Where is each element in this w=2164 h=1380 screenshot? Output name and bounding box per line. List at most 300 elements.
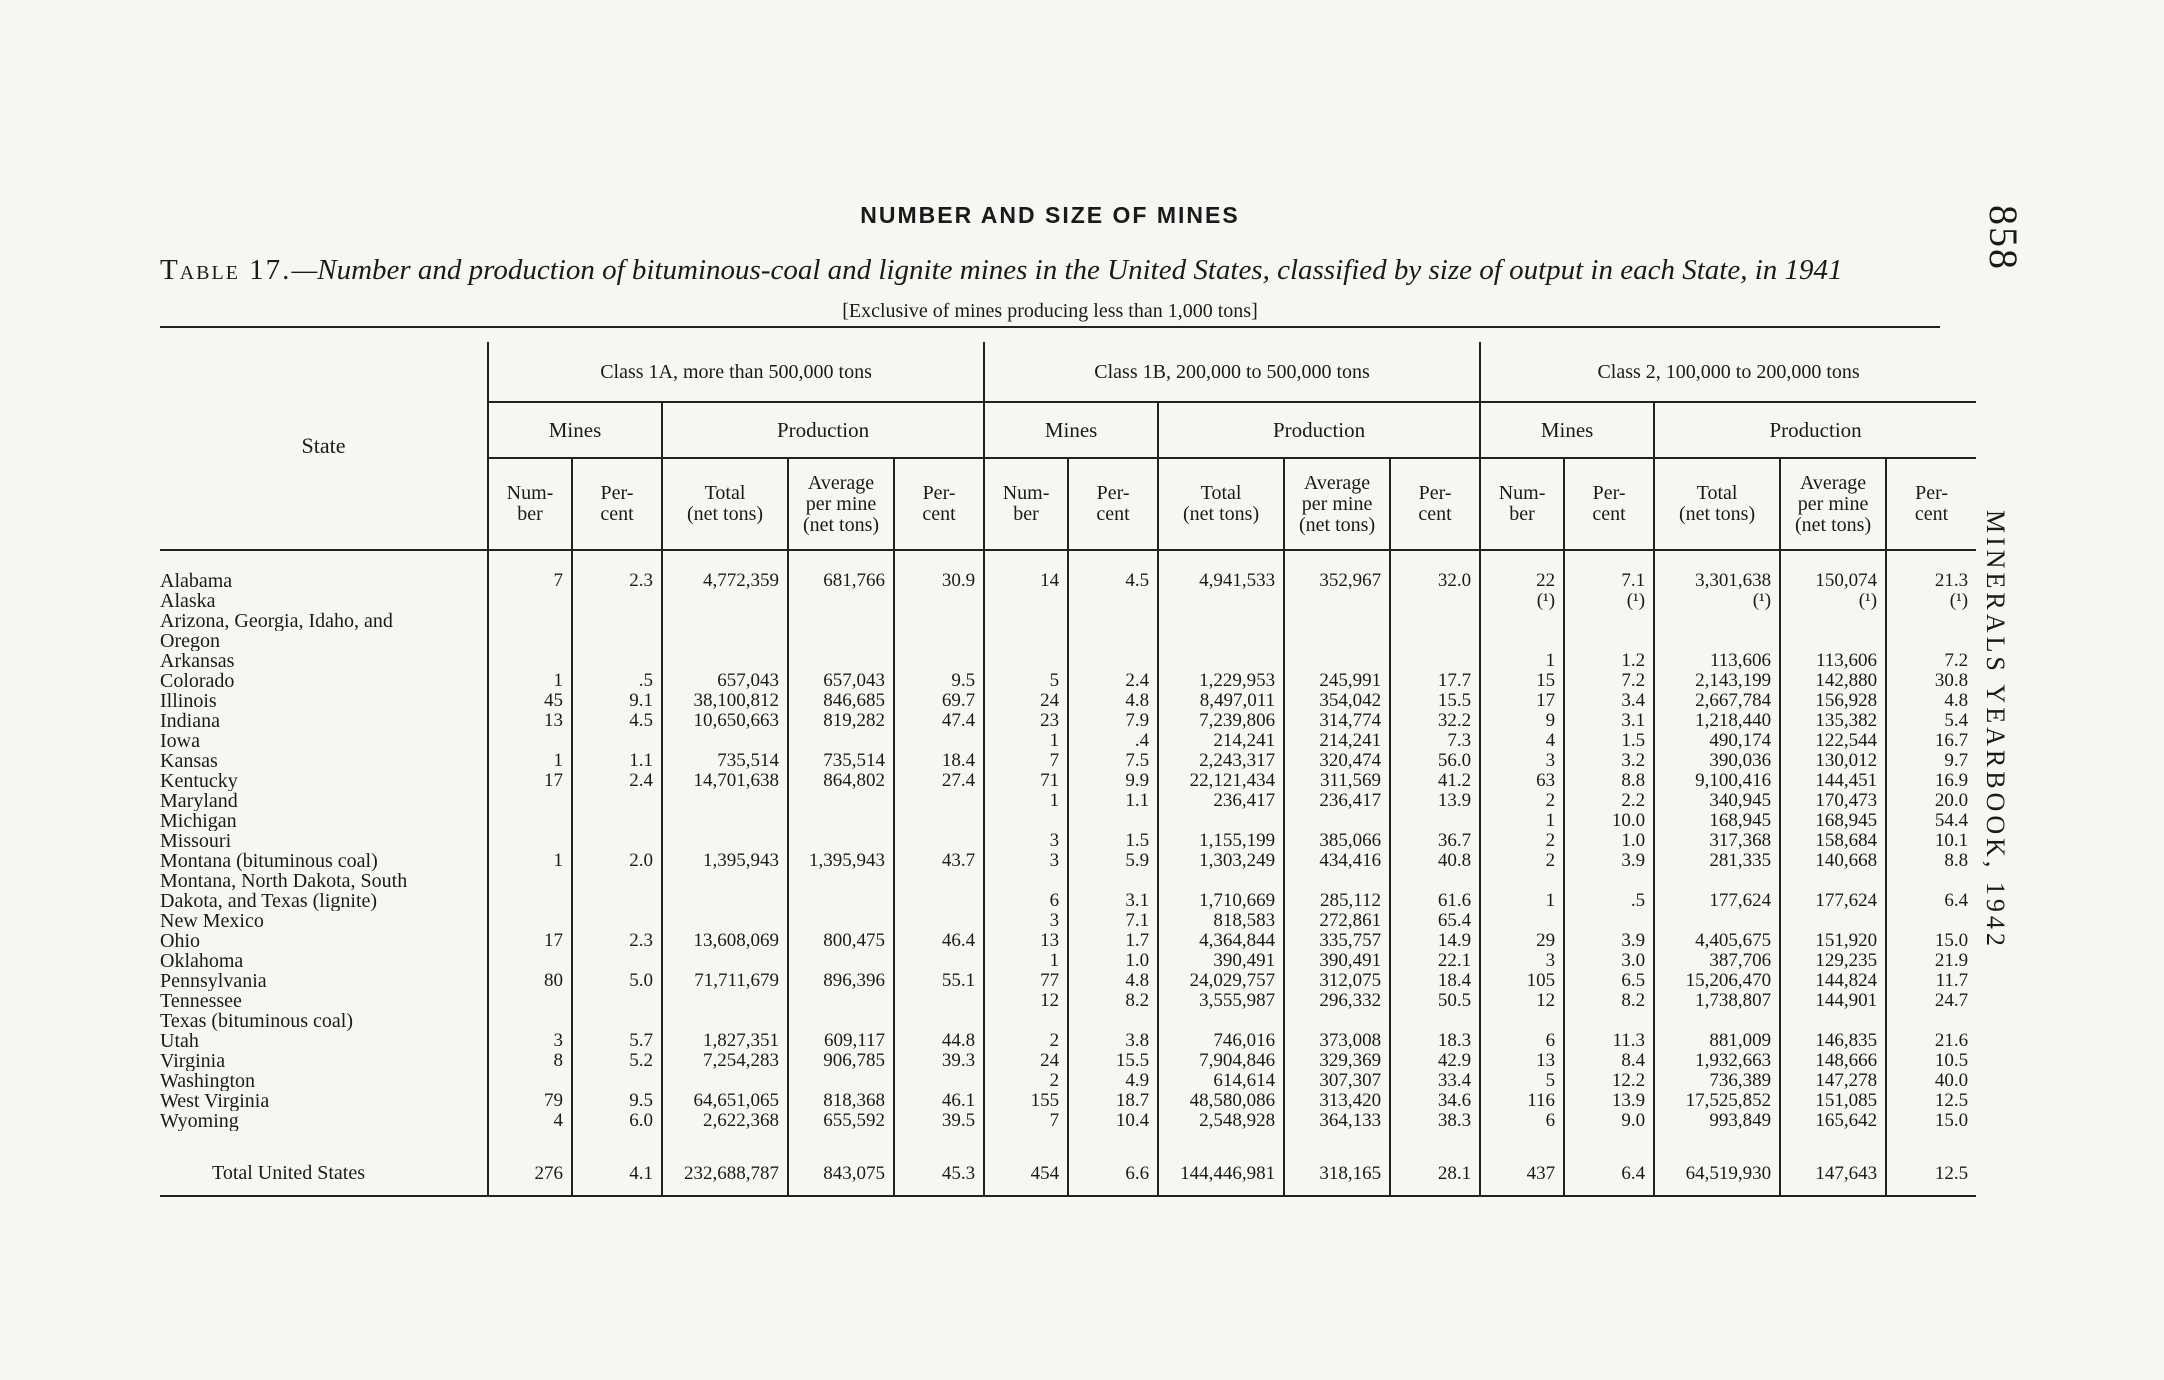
state-label: Pennsylvania — [160, 971, 267, 991]
total-cell: 12.5 — [1886, 1151, 1976, 1196]
table-cell: 21.9 — [1934, 951, 1969, 971]
table-cell: 170,473 — [1815, 791, 1878, 811]
table-cell: 56.0 — [1437, 751, 1472, 771]
table-cell — [1481, 1011, 1563, 1031]
table-cell: 8.2 — [1125, 991, 1150, 1011]
table-cell: 147,278 — [1815, 1071, 1878, 1091]
table-cell: 17 — [1536, 691, 1556, 711]
table-cell: 746,016 — [1213, 1031, 1276, 1051]
table-cell — [789, 951, 893, 971]
table-cell — [895, 891, 983, 911]
table-cell: 352,967 — [1319, 571, 1382, 591]
table-cell — [1655, 631, 1779, 651]
percent-header: Per- cent — [1068, 458, 1158, 550]
table-cell: 21.6 — [1934, 1031, 1969, 1051]
table-cell — [1655, 911, 1779, 931]
table-cell: 36.7 — [1437, 831, 1472, 851]
state-label: West Virginia — [160, 1091, 270, 1111]
table-cell: 151,920 — [1815, 931, 1878, 951]
table-cell: 614,614 — [1213, 1071, 1276, 1091]
group-header-class-1a: Class 1A, more than 500,000 tons — [488, 342, 984, 402]
table-cell — [573, 1071, 661, 1091]
table-cell: 17 — [544, 931, 563, 951]
table-cell: 314,774 — [1319, 711, 1382, 731]
table-cell — [985, 631, 1067, 651]
table-cell: 1,303,249 — [1199, 851, 1276, 871]
table-cell: 16.9 — [1934, 771, 1969, 791]
table-cell — [1781, 911, 1885, 931]
table-cell: 735,514 — [823, 751, 885, 771]
table-cell: 22,121,434 — [1189, 771, 1276, 791]
table-cell: 129,235 — [1815, 951, 1878, 971]
table-cell — [663, 651, 787, 671]
table-cell: 4,941,533 — [1199, 571, 1276, 591]
table-cell — [1565, 1011, 1653, 1031]
table-cell — [663, 911, 787, 931]
table-cell: 55.1 — [941, 971, 976, 991]
table-cell: .4 — [1134, 731, 1150, 751]
table-cell: 7.3 — [1447, 731, 1472, 751]
table-cell — [1655, 871, 1779, 891]
table-cell: 14,701,638 — [693, 771, 779, 791]
table-cell: 311,569 — [1320, 771, 1382, 791]
table-cell: 39.5 — [941, 1111, 976, 1131]
table-cell: 15 — [1536, 671, 1556, 691]
table-cell — [573, 871, 661, 891]
table-cell: 22 — [1536, 571, 1556, 591]
table-cell: 317,368 — [1709, 831, 1772, 851]
table-cell — [573, 831, 661, 851]
table-cell — [1285, 871, 1389, 891]
table-cell: 24.7 — [1934, 991, 1969, 1011]
table-cell: .5 — [638, 671, 653, 691]
table-cell: 655,592 — [823, 1111, 885, 1131]
class-1a-average-column — [788, 571, 894, 1131]
table-cell: 657,043 — [823, 671, 885, 691]
table-cell — [663, 951, 787, 971]
table-cell: 1 — [553, 751, 563, 771]
table-cell — [1481, 631, 1563, 651]
table-cell: 9.0 — [1621, 1111, 1646, 1131]
table-cell: 144,451 — [1815, 771, 1878, 791]
class-2-percent-column — [1564, 571, 1654, 1131]
table-cell: (¹) — [1858, 591, 1878, 611]
table-cell: 7 — [1049, 751, 1060, 771]
table-cell — [895, 871, 983, 891]
table-note: [Exclusive of mines producing less than 1,000 tons] — [842, 300, 1258, 322]
state-label: Arkansas — [160, 651, 235, 671]
production-subheader: Production — [662, 402, 984, 458]
table-cell — [573, 891, 661, 911]
table-cell: 846,685 — [823, 691, 885, 711]
table-cell: 6 — [1049, 891, 1060, 911]
table-cell — [1887, 911, 1976, 931]
table-cell — [573, 631, 661, 651]
table-cell: 1.0 — [1621, 831, 1646, 851]
table-cell: 146,835 — [1815, 1031, 1878, 1051]
table-cell: 10.0 — [1611, 811, 1646, 831]
table-cell: 3.1 — [1125, 891, 1150, 911]
table-cell: 4 — [553, 1111, 563, 1131]
table-cell: 4,772,359 — [703, 571, 779, 591]
table-cell — [489, 951, 571, 971]
state-label: Ohio — [160, 931, 200, 951]
table-cell: 390,491 — [1213, 951, 1276, 971]
table-cell — [489, 991, 571, 1011]
table-body — [160, 550, 1976, 1196]
table-cell — [489, 1071, 571, 1091]
mines-subheader: Mines — [1480, 402, 1654, 458]
state-label: Kentucky — [160, 771, 238, 791]
total-cell: 843,075 — [788, 1151, 894, 1196]
table-cell: 22.1 — [1437, 951, 1472, 971]
page-number: 858 — [1981, 205, 2026, 271]
table-cell — [663, 831, 787, 851]
table-cell — [1159, 811, 1283, 831]
table-cell — [573, 791, 661, 811]
table-cell: 156,928 — [1815, 691, 1878, 711]
table-cell: 42.9 — [1437, 1051, 1472, 1071]
table-cell — [789, 811, 893, 831]
state-label: Missouri — [160, 831, 232, 851]
table-cell: 18.4 — [1437, 971, 1472, 991]
table-cell: 10.5 — [1934, 1051, 1969, 1071]
table-cell — [1285, 591, 1389, 611]
table-cell: 2.4 — [629, 771, 653, 791]
table-cell: 46.1 — [941, 1091, 976, 1111]
state-label: Tennessee — [160, 991, 242, 1011]
table-cell: 80 — [544, 971, 563, 991]
table-cell: 320,474 — [1319, 751, 1382, 771]
table-cell: 3.0 — [1621, 951, 1646, 971]
table-cell — [1391, 591, 1479, 611]
average-header: Average per mine (net tons) — [788, 458, 894, 550]
table-cell: 38,100,812 — [693, 691, 779, 711]
table-cell: 7.2 — [1621, 671, 1646, 691]
table-cell: 71,711,679 — [694, 971, 779, 991]
table-cell: 17 — [544, 771, 563, 791]
table-cell: 490,174 — [1709, 731, 1772, 751]
mines-subheader: Mines — [984, 402, 1158, 458]
table-cell: 177,624 — [1709, 891, 1772, 911]
table-cell: 6.5 — [1621, 971, 1646, 991]
table-cell — [573, 951, 661, 971]
table-cell: 736,389 — [1709, 1071, 1772, 1091]
table-cell: 3 — [1049, 911, 1060, 931]
table-cell — [1069, 611, 1157, 631]
table-cell — [663, 731, 787, 751]
table-cell: 148,666 — [1815, 1051, 1878, 1071]
table-cell: 12.5 — [1934, 1091, 1969, 1111]
table-cell — [895, 811, 983, 831]
table-cell: 61.6 — [1437, 891, 1472, 911]
number-header: Num- ber — [488, 458, 572, 550]
table-cell — [789, 1071, 893, 1091]
class-2-average-column — [1780, 571, 1886, 1131]
table-cell — [1285, 1011, 1389, 1031]
table-cell — [1887, 871, 1976, 891]
table-cell: 3 — [1545, 751, 1556, 771]
table-cell: 2,548,928 — [1199, 1111, 1276, 1131]
table-cell: 2.2 — [1621, 791, 1646, 811]
table-cell: 10,650,663 — [693, 711, 779, 731]
table-cell — [1285, 611, 1389, 631]
table-cell: 142,880 — [1815, 671, 1878, 691]
table-header — [160, 342, 1976, 550]
table-cell: 151,085 — [1815, 1091, 1878, 1111]
mines-subheader: Mines — [488, 402, 662, 458]
table-cell: 20.0 — [1934, 791, 1969, 811]
table-cell: 1.5 — [1621, 731, 1646, 751]
table-cell: 272,861 — [1319, 911, 1382, 931]
table-cell: 30.8 — [1934, 671, 1969, 691]
table-cell — [789, 991, 893, 1011]
mines-table — [160, 342, 1976, 1197]
table-cell: 9.1 — [629, 691, 653, 711]
table-cell — [1069, 871, 1157, 891]
table-cell: 864,802 — [823, 771, 885, 791]
table-cell: 144,824 — [1815, 971, 1878, 991]
table-cell: 130,012 — [1815, 751, 1878, 771]
percent-header: Per- cent — [572, 458, 662, 550]
table-cell: 1 — [1049, 791, 1060, 811]
table-cell: 150,074 — [1815, 571, 1878, 591]
table-cell: 7,904,846 — [1199, 1051, 1276, 1071]
table-cell — [1159, 651, 1283, 671]
table-cell — [663, 791, 787, 811]
table-cell: 5.7 — [629, 1031, 653, 1051]
class-1b-percent-column — [1068, 571, 1158, 1131]
total-cell: 28.1 — [1390, 1151, 1480, 1196]
table-cell: 113,606 — [1816, 651, 1878, 671]
table-cell: 14 — [1040, 571, 1060, 591]
table-cell — [985, 1011, 1067, 1031]
table-cell — [663, 871, 787, 891]
total-cell: 64,519,930 — [1654, 1151, 1780, 1196]
table-cell: 993,849 — [1709, 1111, 1772, 1131]
table-cell: 1 — [1049, 731, 1060, 751]
table-cell: 113,606 — [1710, 651, 1772, 671]
state-label: Washington — [160, 1071, 256, 1091]
table-cell: 18.3 — [1437, 1031, 1472, 1051]
table-cell — [1069, 811, 1157, 831]
table-cell: 8.8 — [1944, 851, 1969, 871]
total-header: Total (net tons) — [1654, 458, 1780, 550]
table-cell: (¹) — [1752, 591, 1772, 611]
table-cell — [663, 1071, 787, 1091]
table-title: —Number and production of bituminous-coal and lignite mines in the United States, classified by size of output in each State, in 1941 — [291, 254, 1843, 286]
table-cell: 313,420 — [1319, 1091, 1382, 1111]
table-cell: 46.4 — [941, 931, 976, 951]
table-cell: 4.8 — [1125, 971, 1150, 991]
table-cell: 5.9 — [1125, 851, 1150, 871]
table-cell — [663, 991, 787, 1011]
table-cell — [1159, 871, 1283, 891]
table-cell: 16.7 — [1934, 731, 1969, 751]
table-cell: 13.9 — [1437, 791, 1472, 811]
table-cell: 1.1 — [1125, 791, 1150, 811]
table-cell: 32.2 — [1437, 711, 1472, 731]
table-cell — [573, 911, 661, 931]
table-cell: 9,100,416 — [1695, 771, 1772, 791]
table-cell: 307,307 — [1319, 1071, 1382, 1091]
table-cell: 40.0 — [1934, 1071, 1969, 1091]
table-cell: 1.0 — [1125, 951, 1150, 971]
state-label: Maryland — [160, 791, 238, 811]
state-label: Illinois — [160, 691, 217, 711]
state-label: Wyoming — [160, 1111, 239, 1131]
total-cell: 276 — [488, 1151, 572, 1196]
table-cell: 1,395,943 — [703, 851, 779, 871]
table-cell: 8 — [553, 1051, 563, 1071]
table-cell: 4,405,675 — [1695, 931, 1772, 951]
table-cell: 15.0 — [1934, 931, 1969, 951]
table-cell: 158,684 — [1815, 831, 1878, 851]
table-cell — [985, 611, 1067, 631]
table-cell: 6.4 — [1944, 891, 1969, 911]
table-cell — [573, 811, 661, 831]
state-label: Michigan — [160, 811, 237, 831]
total-row — [160, 1151, 1976, 1196]
table-cell: 7,254,283 — [703, 1051, 779, 1071]
table-cell — [489, 891, 571, 911]
table-cell — [1781, 631, 1885, 651]
table-cell: 69.7 — [941, 691, 976, 711]
table-cell: 2.3 — [629, 931, 653, 951]
table-cell: 77 — [1040, 971, 1060, 991]
table-cell: 12.2 — [1611, 1071, 1646, 1091]
table-cell: 2,243,317 — [1199, 751, 1276, 771]
table-cell: 2,667,784 — [1695, 691, 1772, 711]
table-cell: 9 — [1545, 711, 1556, 731]
table-cell: 1 — [1049, 951, 1060, 971]
table-cell: 7.9 — [1125, 711, 1150, 731]
table-cell — [489, 631, 571, 651]
table-cell: 9.5 — [629, 1091, 653, 1111]
table-cell — [663, 611, 787, 631]
table-cell: 819,282 — [823, 711, 885, 731]
table-cell: 18.7 — [1115, 1091, 1150, 1111]
table-cell — [573, 651, 661, 671]
table-cell: 32.0 — [1437, 571, 1472, 591]
table-cell: 7.1 — [1125, 911, 1150, 931]
class-2-total-column — [1654, 571, 1780, 1131]
table-cell: 1,738,807 — [1695, 991, 1772, 1011]
table-cell: 30.9 — [941, 571, 976, 591]
state-label: Indiana — [160, 711, 220, 731]
table-cell: 681,766 — [823, 571, 885, 591]
table-cell: 2.0 — [629, 851, 653, 871]
table-cell — [663, 631, 787, 651]
table-cell: 3.1 — [1621, 711, 1646, 731]
table-cell: 17,525,852 — [1685, 1091, 1772, 1111]
table-cell: 1 — [1545, 811, 1556, 831]
state-label: Iowa — [160, 731, 200, 751]
table-cell — [1655, 1011, 1779, 1031]
table-cell: 434,416 — [1319, 851, 1382, 871]
table-cell: 7.5 — [1125, 751, 1150, 771]
table-cell: 373,008 — [1319, 1031, 1382, 1051]
state-label: Colorado — [160, 671, 235, 691]
production-subheader: Production — [1158, 402, 1480, 458]
table-cell: 38.3 — [1437, 1111, 1472, 1131]
table-cell — [789, 871, 893, 891]
table-cell: 3 — [1049, 831, 1060, 851]
table-cell: (¹) — [1536, 591, 1556, 611]
table-cell: 44.8 — [941, 1031, 976, 1051]
table-cell: 45 — [544, 691, 563, 711]
class-2-prod-percent-column — [1886, 571, 1976, 1131]
table-cell — [573, 611, 661, 631]
table-cell: 13 — [1536, 1051, 1556, 1071]
table-cell: 7.2 — [1944, 651, 1969, 671]
table-cell: 41.2 — [1437, 771, 1472, 791]
table-cell: 312,075 — [1319, 971, 1382, 991]
table-cell — [663, 591, 787, 611]
table-cell: 29 — [1536, 931, 1556, 951]
table-cell — [489, 1011, 571, 1031]
table-cell: 135,382 — [1815, 711, 1878, 731]
table-cell: 609,117 — [823, 1031, 885, 1051]
table-cell: 9.5 — [951, 671, 976, 691]
table-cell — [895, 791, 983, 811]
table-cell — [895, 991, 983, 1011]
number-header: Num- ber — [984, 458, 1068, 550]
table-cell: 3.4 — [1621, 691, 1646, 711]
table-cell: 11.3 — [1612, 1031, 1646, 1051]
table-cell: 1,218,440 — [1695, 711, 1772, 731]
running-head: MINERALS YEARBOOK, 1942 — [1981, 510, 2010, 950]
total-cell: 318,165 — [1284, 1151, 1390, 1196]
table-cell: 15.5 — [1115, 1051, 1150, 1071]
table-cell: 285,112 — [1320, 891, 1382, 911]
table-cell: 214,241 — [1213, 731, 1276, 751]
table-cell — [789, 651, 893, 671]
table-cell — [1887, 631, 1976, 651]
production-percent-header: Per- cent — [894, 458, 984, 550]
table-cell: 2 — [1545, 831, 1556, 851]
table-cell — [1887, 1011, 1976, 1031]
state-label: Montana, North Dakota, South — [160, 871, 408, 891]
table-cell: 47.4 — [941, 711, 976, 731]
table-cell: 390,491 — [1319, 951, 1382, 971]
table-cell — [663, 811, 787, 831]
table-cell: 2.3 — [629, 571, 653, 591]
table-cell: 144,901 — [1815, 991, 1878, 1011]
table-cell — [1391, 631, 1479, 651]
table-cell: 13 — [1040, 931, 1060, 951]
table-cell: 11.7 — [1935, 971, 1969, 991]
table-cell: 354,042 — [1319, 691, 1382, 711]
table-cell — [985, 591, 1067, 611]
table-cell — [1285, 631, 1389, 651]
table-cell — [1069, 591, 1157, 611]
group-header-class-2: Class 2, 100,000 to 200,000 tons — [1480, 342, 1976, 402]
table-cell: 24,029,757 — [1189, 971, 1276, 991]
table-cell: 23 — [1040, 711, 1060, 731]
table-cell — [1655, 611, 1779, 631]
table-cell: 168,945 — [1815, 811, 1878, 831]
table-cell: 13,608,069 — [693, 931, 779, 951]
table-cell: 2 — [1049, 1031, 1060, 1051]
table-cell: 2 — [1545, 851, 1556, 871]
table-cell — [1391, 1011, 1479, 1031]
table-cell: 4 — [1545, 731, 1556, 751]
table-cell: 7,239,806 — [1199, 711, 1276, 731]
production-subheader: Production — [1654, 402, 1976, 458]
total-label: Total United States — [160, 1151, 488, 1196]
state-label: Oklahoma — [160, 951, 244, 971]
